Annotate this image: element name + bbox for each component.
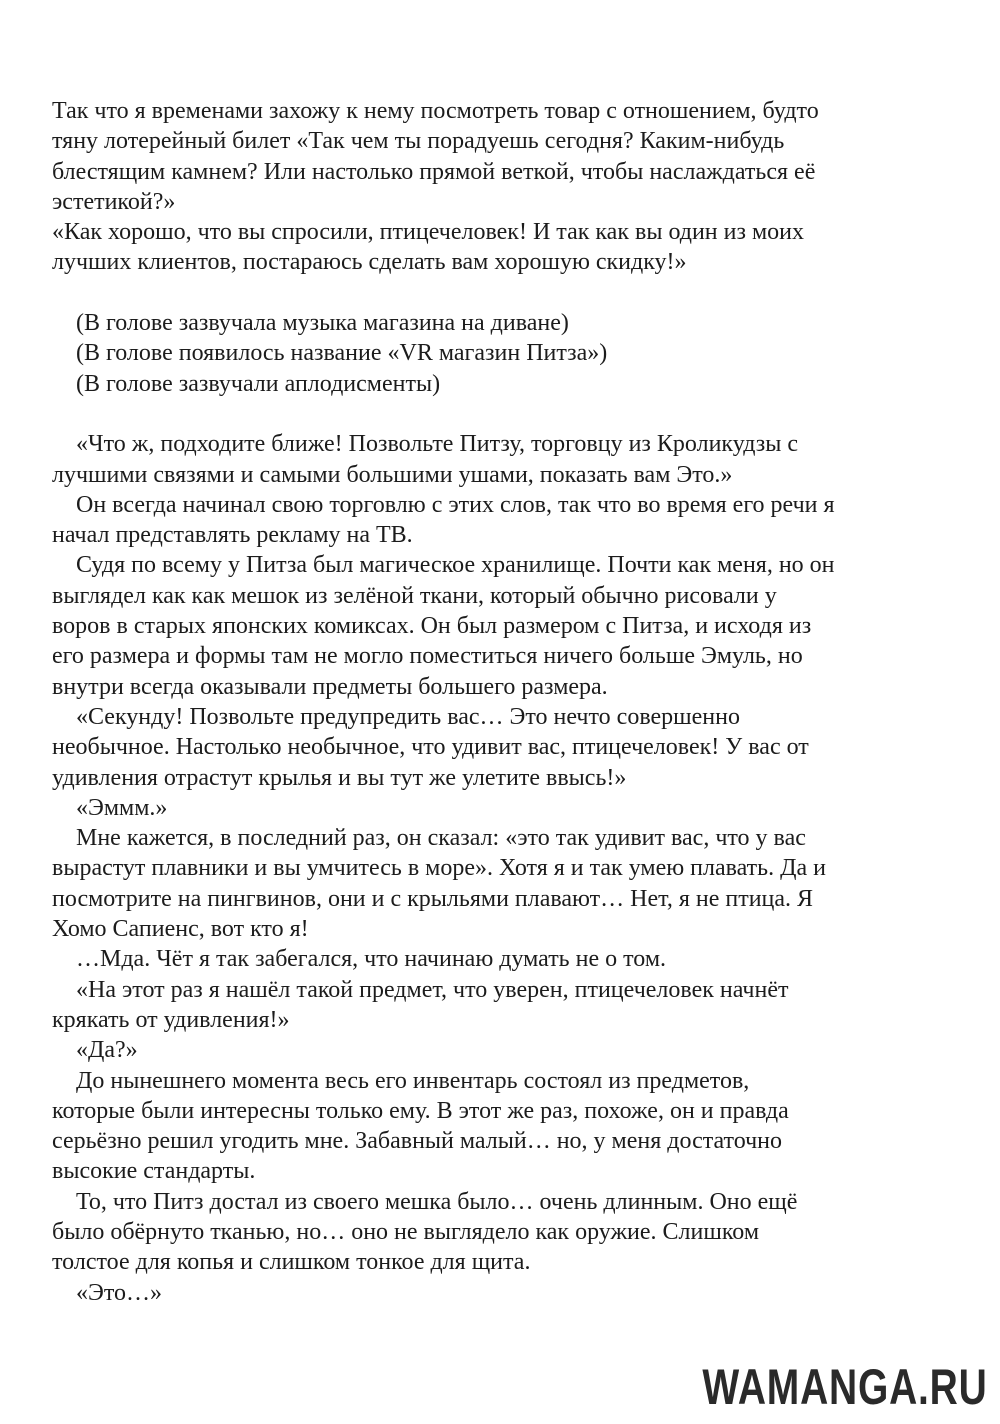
text-line: То, что Питз достал из своего мешка было… очень длинным. Оно ещё: [76, 1188, 798, 1215]
text-line: «Что ж, подходите ближе! Позвольте Питзу, торговцу из Кроликудзы с: [76, 431, 798, 458]
text-line: которые были интересны только ему. В этот же раз, похоже, он и правда: [52, 1097, 789, 1124]
text-line: Судя по всему у Питза был магическое хранилище. Почти как меня, но он: [76, 552, 835, 579]
text-line: лучшими связями и самыми большими ушами, показать вам Это.»: [52, 461, 733, 488]
text-line: До нынешнего момента весь его инвентарь состоял из предметов,: [76, 1067, 750, 1094]
text-line: блестящим камнем? Или настолько прямой веткой, чтобы наслаждаться её: [52, 158, 816, 185]
text-line: начал представлять рекламу на ТВ.: [52, 522, 413, 549]
text-line: вырастут плавники и вы умчитесь в море». Хотя я и так умею плавать. Да и: [52, 855, 826, 882]
text-line: (В голове зазвучала музыка магазина на диване): [76, 310, 569, 337]
text-line: его размера и формы там не могло поместиться ничего больше Эмуль, но: [52, 643, 803, 670]
text-line: серьёзно решил угодить мне. Забавный малый… но, у меня достаточно: [52, 1128, 783, 1155]
text-line: воров в старых японских комиксах. Он был размером с Питза, и исходя из: [52, 613, 812, 640]
text-line: высокие стандарты.: [52, 1158, 256, 1185]
text-line: «Да?»: [76, 1037, 138, 1064]
text-line: (В голове зазвучали аплодисменты): [76, 370, 441, 397]
page-text: [52, 96, 952, 1308]
text-line: …Мда. Чёт я так забегался, что начинаю думать не о том.: [76, 946, 667, 973]
text-line: толстое для копья и слишком тонкое для щита.: [52, 1249, 531, 1276]
text-line: лучших клиентов, постараюсь сделать вам хорошую скидку!»: [52, 249, 687, 276]
text-line: «Секунду! Позвольте предупредить вас… Это нечто совершенно: [76, 703, 740, 730]
text-line: посмотрите на пингвинов, они и с крыльями плавают… Нет, я не птица. Я: [52, 885, 814, 912]
text-line: выглядел как как мешок из зелёной ткани, который обычно рисовали у: [52, 582, 777, 609]
text-line: эстетикой?»: [52, 188, 176, 215]
paragraph-gap: [52, 278, 952, 308]
text-line: Он всегда начинал свою торговлю с этих слов, так что во время его речи я: [76, 491, 835, 518]
text-line: (В голове появилось название «VR магазин Питза»): [76, 340, 608, 367]
text-line: крякать от удивления!»: [52, 1006, 290, 1033]
text-line: необычное. Настолько необычное, что удивит вас, птицечеловек! У вас от: [52, 734, 809, 761]
text-line: внутри всегда оказывали предметы большего размера.: [52, 673, 608, 700]
text-line: было обёрнуто тканью, но… оно не выглядело как оружие. Слишком: [52, 1218, 760, 1245]
text-line: «На этот раз я нашёл такой предмет, что уверен, птицечеловек начнёт: [76, 976, 789, 1003]
text-line: «Это…»: [76, 1279, 163, 1306]
site-watermark: WAMANGA.RU: [702, 1359, 988, 1415]
text-line: Так что я временами захожу к нему посмотреть товар с отношением, будто: [52, 98, 819, 124]
text-line: «Эммм.»: [76, 794, 168, 821]
text-line: Хомо Сапиенс, вот кто я!: [52, 916, 309, 943]
text-line: тяну лотерейный билет «Так чем ты порадуешь сегодня? Каким-нибудь: [52, 128, 785, 155]
text-line: «Как хорошо, что вы спросили, птицечеловек! И так как вы один из моих: [52, 219, 805, 246]
paragraph-gap: [52, 399, 952, 429]
text-line: удивления отрастут крылья и вы тут же улетите ввысь!»: [52, 764, 627, 791]
text-line: Мне кажется, в последний раз, он сказал: «это так удивит вас, что у вас: [76, 825, 806, 852]
